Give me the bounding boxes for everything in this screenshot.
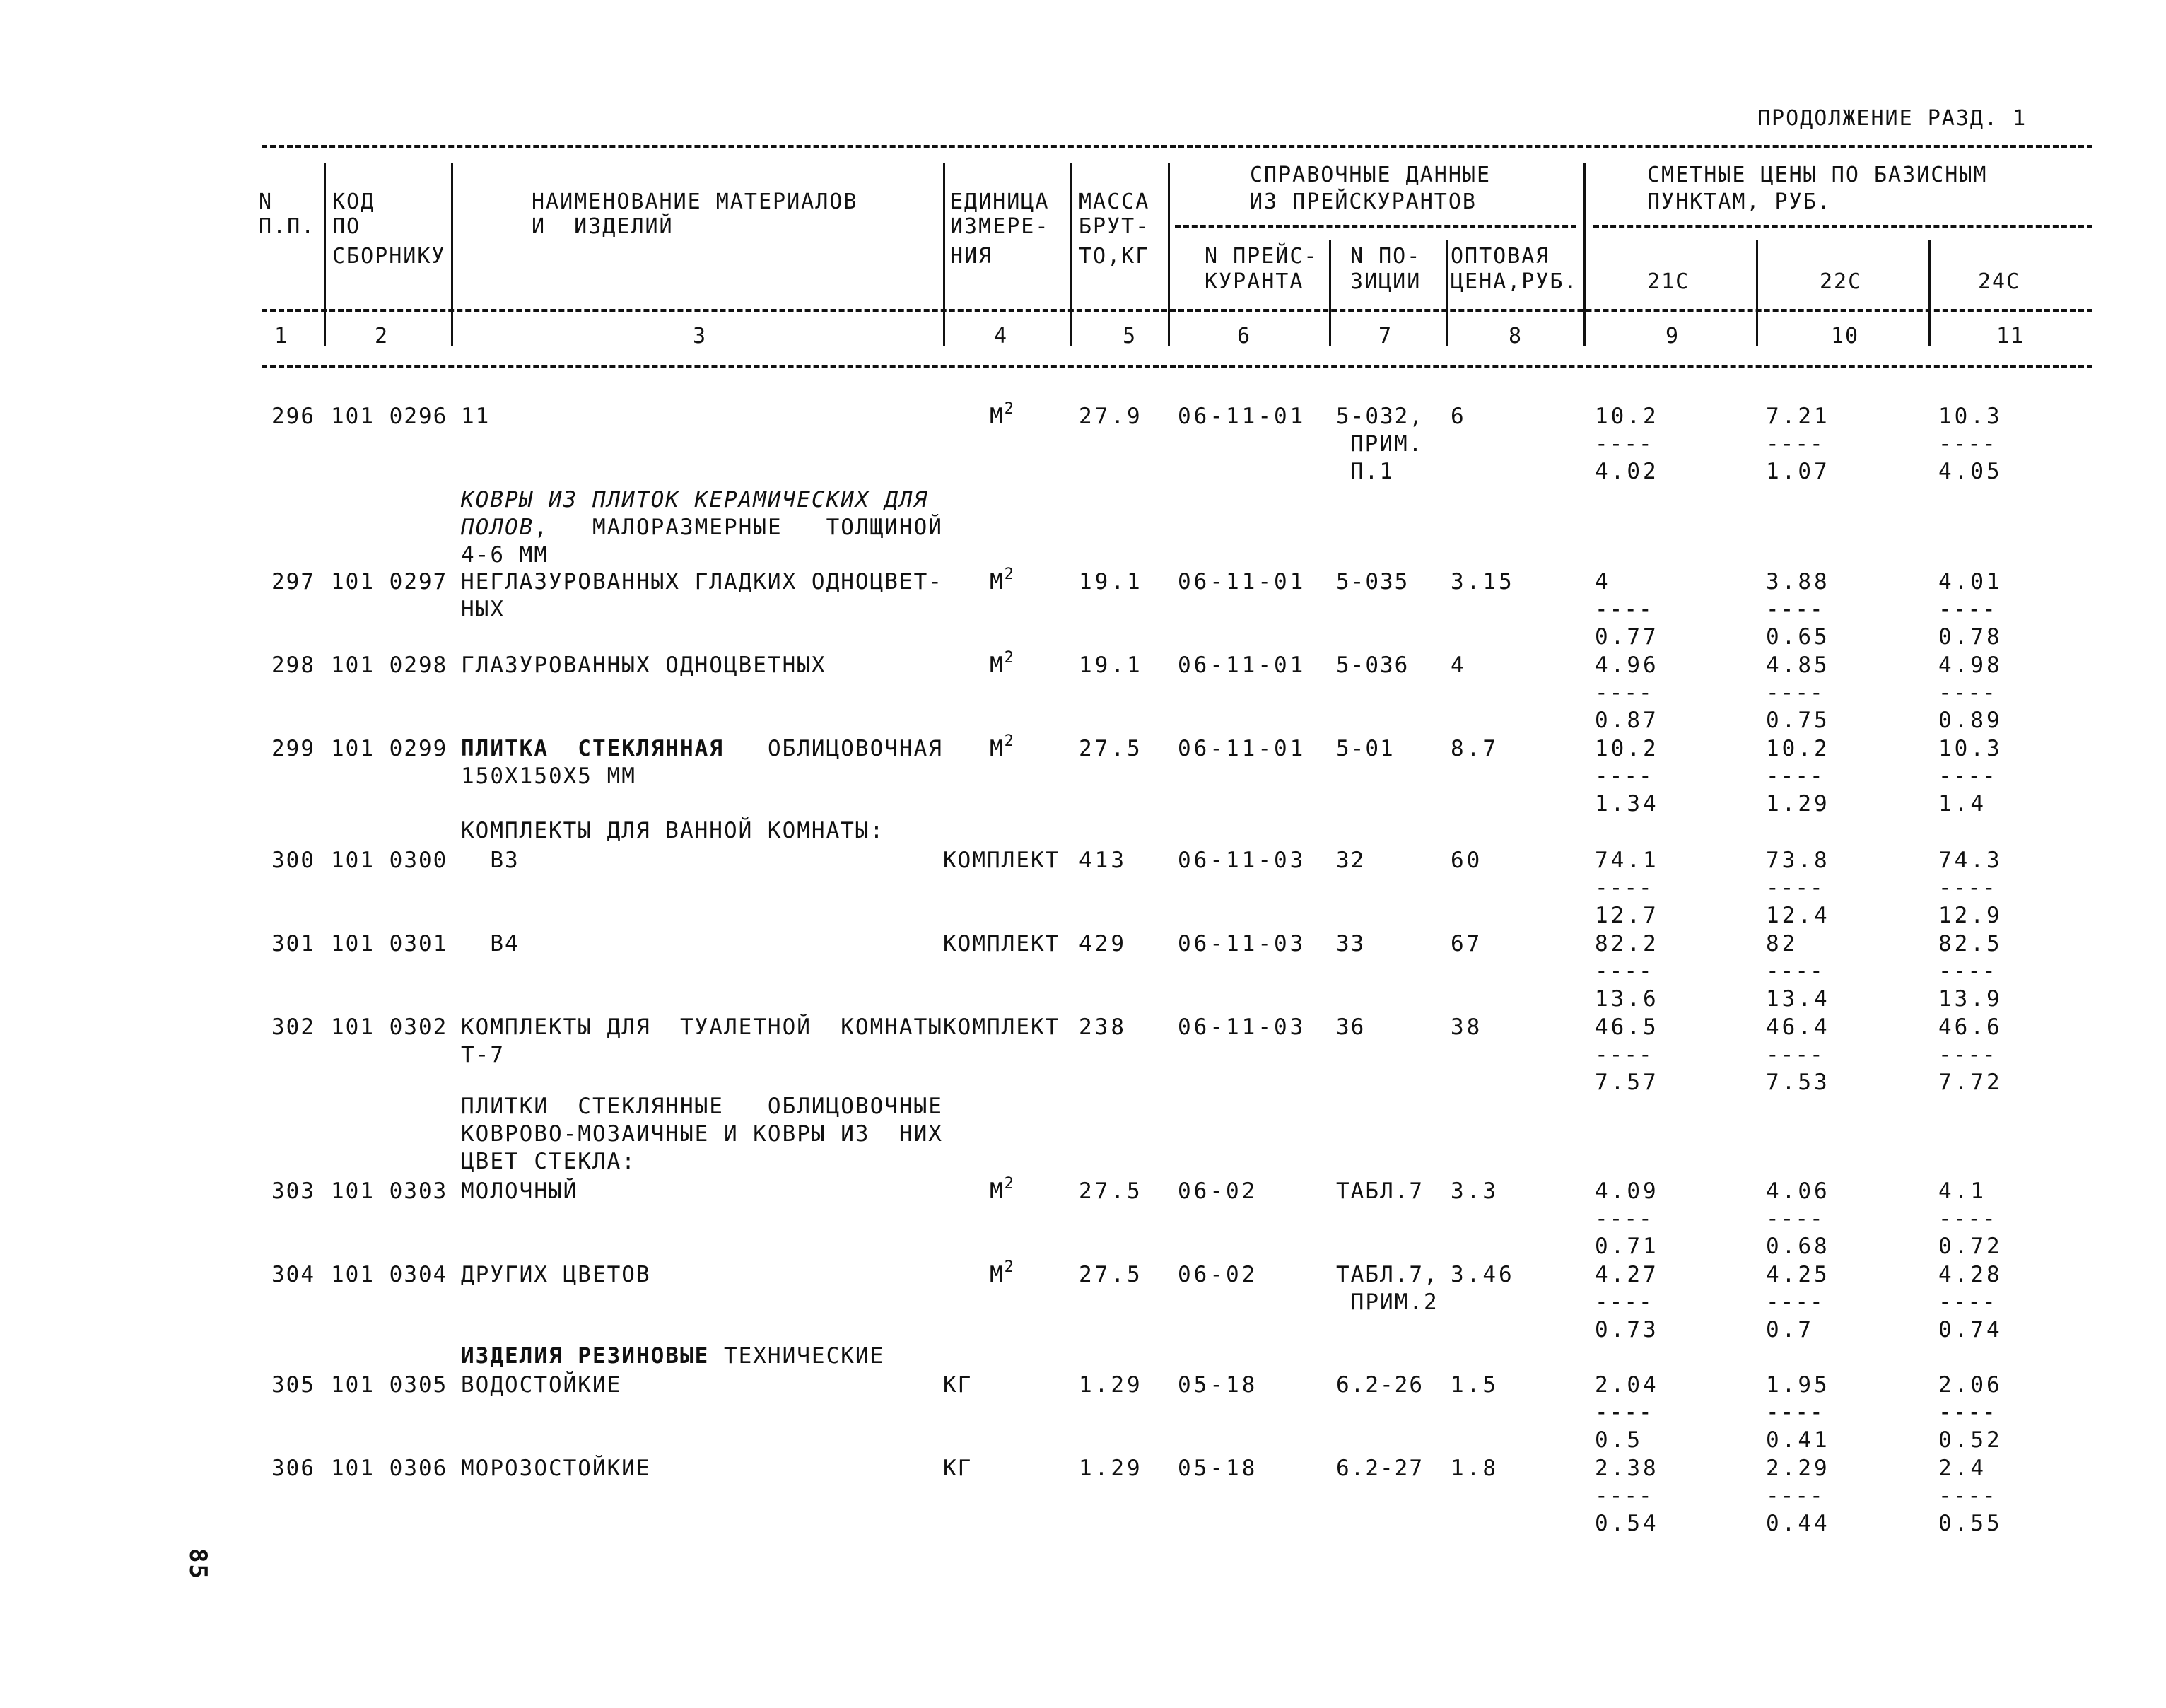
row-wholesale-price: 1.8 [1451,1456,1499,1481]
row-unit-text: М [990,569,1005,595]
header-c3-l1: НАИМЕНОВАНИЕ МАТЕРИАЛОВ [532,189,858,214]
row-pricelist: 06-02 [1178,1262,1258,1287]
row-p24-wage: 12.9 [1938,903,2003,928]
row-wholesale-price: 3.15 [1451,569,1515,595]
header-c9: 21С [1647,269,1690,294]
row-fraction-bar: ---- [1766,1042,1825,1068]
continuation-label: ПРОДОЛЖЕНИЕ РАЗД. 1 [1757,106,2027,131]
row-p24-price: 10.3 [1938,404,2003,429]
row-p22-price: 3.88 [1766,569,1830,595]
row-name [461,735,943,762]
row-p21-wage: 4.02 [1595,459,1659,484]
col-number-5: 5 [1123,324,1137,349]
row-p21-price: 2.38 [1595,1456,1659,1481]
row-pricelist: 06-11-01 [1178,736,1306,761]
row-p21-price: 10.2 [1595,404,1659,429]
row-p24-price: 4.01 [1938,569,2003,595]
row-wholesale-price: 38 [1451,1014,1483,1040]
row-p24-price: 4.98 [1938,653,2003,678]
row-unit-text: КГ [943,1456,973,1481]
row-p21-price: 10.2 [1595,736,1659,761]
row-p21-price: 4.09 [1595,1178,1659,1204]
row-name: НЫХ [461,597,505,622]
row-p22-wage: 13.4 [1766,986,1830,1012]
row-pricelist: 06-11-01 [1178,569,1306,595]
row-p24-wage: 0.55 [1938,1511,2003,1536]
row-fraction-bar: ---- [1595,1206,1653,1232]
row-fraction-bar: ---- [1938,764,1997,789]
row-p24-wage: 0.74 [1938,1317,2003,1343]
row-p22-wage: 0.68 [1766,1234,1830,1259]
row-p24-wage: 0.89 [1938,708,2003,733]
header-c2-l2: ПО [332,214,361,239]
group-heading: 4-6 ММ [461,542,549,568]
row-unit [943,1455,972,1482]
row-fraction-bar: ---- [1595,680,1653,706]
header-price-l2: ПУНКТАМ, РУБ. [1647,189,1832,214]
header-c1-l2: П.П. [259,214,316,239]
row-fraction-bar: ---- [1766,597,1825,622]
row-p24-wage: 1.4 [1938,791,1986,817]
row-position: 33 [1336,931,1366,957]
row-fraction-bar: ---- [1938,680,1997,706]
row-code: 101 0300 [331,848,448,873]
col-divider [1329,240,1331,346]
row-name: ДРУГИХ ЦВЕТОВ [461,1262,651,1287]
col-number-7: 7 [1378,324,1393,349]
header-c4-l2: ИЗМЕРЕ- [950,214,1050,239]
row-p22-price: 1.95 [1766,1372,1830,1398]
row-p24-price: 2.4 [1938,1456,1986,1481]
row-fraction-bar: ---- [1595,1483,1653,1509]
row-p21-wage: 0.87 [1595,708,1659,733]
row-fraction-bar: ---- [1595,764,1653,789]
header-c5-l3: ТО,КГ [1079,244,1150,269]
row-position: ТАБЛ.7 [1336,1178,1424,1204]
row-p22-wage: 0.75 [1766,708,1830,733]
row-wholesale-price: 3.3 [1451,1178,1499,1204]
col-number-6: 6 [1237,324,1252,349]
row-unit [990,568,1015,595]
row-name: В3 [461,848,520,873]
row-wholesale-price: 60 [1451,848,1483,873]
group-heading: ЦВЕТ СТЕКЛА: [461,1149,636,1174]
header-c7-l1: N ПО- [1350,244,1422,269]
row-name: МОРОЗОСТОЙКИЕ [461,1456,651,1481]
col-divider [943,163,945,346]
row-mass: 1.29 [1079,1372,1143,1398]
row-position: 5-036 [1336,653,1410,678]
page-number: 85 [184,1548,212,1580]
col-divider [1446,240,1448,346]
row-unit-text: КОМПЛЕКТ [943,848,1060,873]
row-mass: 238 [1079,1014,1127,1040]
group-heading [461,514,943,541]
row-position: 5-01 [1336,736,1395,761]
row-pricelist: 06-11-03 [1178,1014,1306,1040]
row-unit-exponent: 2 [1004,400,1015,418]
row-unit [943,847,1060,874]
header-ref-l1: СПРАВОЧНЫЕ ДАННЫЕ [1250,163,1492,187]
row-fraction-bar: ---- [1766,680,1825,706]
row-number: 305 [271,1372,315,1398]
header-top-rule [262,145,2092,148]
row-unit [943,1371,972,1398]
row-code: 101 0299 [331,736,448,761]
row-fraction-bar: ---- [1938,959,1997,984]
row-fraction-bar: ---- [1938,431,1997,457]
row-p24-wage: 0.52 [1938,1427,2003,1453]
row-fraction-bar: ---- [1766,1206,1825,1232]
header-c11: 24С [1978,269,2021,294]
row-p24-wage: 4.05 [1938,459,2003,484]
row-p21-wage: 0.71 [1595,1234,1659,1259]
row-p24-price: 2.06 [1938,1372,2003,1398]
header-c5-l1: МАССА [1079,189,1150,214]
row-position: 6.2-27 [1336,1456,1424,1481]
row-fraction-bar: ---- [1595,1289,1653,1315]
row-p22-price: 4.25 [1766,1262,1830,1287]
header-c4-l3: НИЯ [950,244,993,269]
header-c4-l1: ЕДИНИЦА [950,189,1050,214]
row-wholesale-price: 67 [1451,931,1483,957]
row-unit-text: М [990,653,1005,678]
row-code: 101 0306 [331,1456,448,1481]
header-c2-l3: СБОРНИКУ [332,244,446,269]
row-p22-wage: 0.41 [1766,1427,1830,1453]
row-p22-price: 4.06 [1766,1178,1830,1204]
row-p21-wage: 1.34 [1595,791,1659,817]
row-p21-price: 2.04 [1595,1372,1659,1398]
row-code: 101 0304 [331,1262,448,1287]
row-fraction-bar: ---- [1938,597,1997,622]
header-c10: 22С [1820,269,1863,294]
row-p21-price: 4.27 [1595,1262,1659,1287]
col-number-9: 9 [1666,324,1680,349]
row-unit-text: КГ [943,1372,973,1398]
row-p24-price: 4.1 [1938,1178,1986,1204]
row-fraction-bar: ---- [1766,959,1825,984]
col-divider [1928,240,1931,346]
row-p22-wage: 0.7 [1766,1317,1814,1343]
row-unit-exponent: 2 [1004,649,1015,667]
row-fraction-bar: ---- [1938,1400,1997,1425]
row-p24-price: 74.3 [1938,848,2003,873]
row-unit-exponent: 2 [1004,732,1015,750]
row-number: 300 [271,848,315,873]
col-divider [1070,163,1072,346]
row-p24-price: 4.28 [1938,1262,2003,1287]
row-p24-wage: 13.9 [1938,986,2003,1012]
row-p22-wage: 7.53 [1766,1070,1830,1095]
row-unit-text: М [990,1262,1005,1287]
row-mass: 429 [1079,931,1127,957]
row-unit [990,400,1015,430]
row-p22-wage: 1.29 [1766,791,1830,817]
header-c8-l1: ОПТОВАЯ [1451,244,1550,269]
ref-group-rule [1175,225,1576,228]
group-heading [461,1343,884,1369]
row-code: 101 0296 [331,404,448,429]
row-p21-price: 4.96 [1595,653,1659,678]
row-position: ПРИМ.2 [1336,1289,1439,1315]
header-c8-l2: ЦЕНА,РУБ. [1451,269,1579,294]
row-code: 101 0297 [331,569,448,595]
row-unit-text: М [990,736,1005,761]
row-unit [943,1014,1060,1041]
row-p21-wage: 0.73 [1595,1317,1659,1343]
row-unit-exponent: 2 [1004,1258,1015,1276]
col-number-4: 4 [994,324,1009,349]
header-c7-l2: ЗИЦИИ [1350,269,1422,294]
row-pricelist: 06-11-01 [1178,404,1306,429]
row-name: В4 [461,931,520,957]
row-p21-wage: 7.57 [1595,1070,1659,1095]
row-position: 32 [1336,848,1366,873]
row-p21-wage: 0.77 [1595,624,1659,650]
row-p24-wage: 0.78 [1938,624,2003,650]
row-p21-price: 82.2 [1595,931,1659,957]
row-p24-price: 46.6 [1938,1014,2003,1040]
group-heading-rest: ТЕХНИЧЕСКИЕ [709,1343,885,1369]
row-p21-price: 74.1 [1595,848,1659,873]
row-fraction-bar: ---- [1766,1400,1825,1425]
header-bottom-rule [262,365,2092,368]
row-mass: 413 [1079,848,1127,873]
col-number-11: 11 [1996,324,2025,349]
row-fraction-bar: ---- [1595,875,1653,901]
row-unit [990,732,1015,762]
row-unit [990,1175,1015,1205]
group-heading-rest: , МАЛОРАЗМЕРНЫЕ ТОЛЩИНОЙ [534,515,943,540]
header-c6-l1: N ПРЕЙС- [1205,244,1318,269]
row-unit-exponent: 2 [1004,1175,1015,1193]
row-unit-text: КОМПЛЕКТ [943,931,1060,957]
row-mass: 27.5 [1079,1178,1143,1204]
row-position: ТАБЛ.7, [1336,1262,1439,1287]
row-wholesale-price: 3.46 [1451,1262,1515,1287]
row-mass: 27.9 [1079,404,1143,429]
group-heading: КОМПЛЕКТЫ ДЛЯ ВАННОЙ КОМНАТЫ: [461,818,885,843]
row-pricelist: 06-11-03 [1178,931,1306,957]
row-unit [990,1258,1015,1288]
row-pricelist: 06-11-01 [1178,653,1306,678]
row-pricelist: 06-11-03 [1178,848,1306,873]
group-heading: КОВРОВО-МОЗАИЧНЫЕ И КОВРЫ ИЗ НИХ [461,1121,943,1147]
row-p22-price: 2.29 [1766,1456,1830,1481]
row-number: 306 [271,1456,315,1481]
row-fraction-bar: ---- [1595,1042,1653,1068]
row-p22-wage: 1.07 [1766,459,1830,484]
row-position: 5-032, [1336,404,1424,429]
row-p22-price: 82 [1766,931,1798,957]
row-name: Т-7 [461,1042,505,1068]
row-name-rest: ОБЛИЦОВОЧНАЯ [723,736,943,761]
row-unit-text: М [990,1178,1005,1204]
group-heading-italic: ПОЛОВ [461,515,534,540]
col-divider [324,163,326,346]
row-number: 299 [271,736,315,761]
row-unit [943,930,1060,957]
row-number: 302 [271,1014,315,1040]
col-number-1: 1 [274,324,289,349]
row-p22-price: 46.4 [1766,1014,1830,1040]
header-price-l1: СМЕТНЫЕ ЦЕНЫ ПО БАЗИСНЫМ [1647,163,1988,187]
row-wholesale-price: 4 [1451,653,1467,678]
header-c6-l2: КУРАНТА [1205,269,1304,294]
row-number: 298 [271,653,315,678]
row-fraction-bar: ---- [1595,597,1653,622]
row-fraction-bar: ---- [1595,431,1653,457]
col-number-3: 3 [693,324,708,349]
row-name: НЕГЛАЗУРОВАННЫХ ГЛАДКИХ ОДНОЦВЕТ- [461,569,943,595]
row-fraction-bar: ---- [1938,875,1997,901]
row-name-line2: 150Х150Х5 ММ [461,764,636,789]
row-unit-text: КОМПЛЕКТ [943,1014,1060,1040]
row-mass: 1.29 [1079,1456,1143,1481]
row-name: ГЛАЗУРОВАННЫХ ОДНОЦВЕТНЫХ [461,653,826,678]
row-position: 6.2-26 [1336,1372,1424,1398]
row-pricelist: 06-02 [1178,1178,1258,1204]
price-group-rule [1593,225,2092,228]
row-pricelist: 05-18 [1178,1456,1258,1481]
row-fraction-bar: ---- [1595,1400,1653,1425]
row-number: 303 [271,1178,315,1204]
row-p24-wage: 7.72 [1938,1070,2003,1095]
row-p21-price: 4 [1595,569,1611,595]
row-mass: 27.5 [1079,1262,1143,1287]
row-mass: 19.1 [1079,569,1143,595]
group-heading-bold: ИЗДЕЛИЯ РЕЗИНОВЫЕ [461,1343,710,1369]
row-fraction-bar: ---- [1938,1206,1997,1232]
row-fraction-bar: ---- [1938,1483,1997,1509]
row-fraction-bar: ---- [1766,875,1825,901]
header-c1-l1: N [259,189,274,214]
row-p21-wage: 0.5 [1595,1427,1643,1453]
row-name: ВОДОСТОЙКИЕ [461,1372,622,1398]
row-fraction-bar: ---- [1766,1483,1825,1509]
col-divider [1756,240,1758,346]
row-p22-price: 7.21 [1766,404,1830,429]
col-divider [451,163,453,346]
row-pricelist: 05-18 [1178,1372,1258,1398]
row-p22-wage: 0.65 [1766,624,1830,650]
row-mass: 19.1 [1079,653,1143,678]
row-fraction-bar: ---- [1766,1289,1825,1315]
header-ref-l2: ИЗ ПРЕЙСКУРАНТОВ [1250,189,1477,214]
row-code: 101 0303 [331,1178,448,1204]
row-fraction-bar: ---- [1938,1289,1997,1315]
row-wholesale-price: 8.7 [1451,736,1499,761]
group-heading: КОВРЫ ИЗ ПЛИТОК КЕРАМИЧЕСКИХ ДЛЯ [461,487,929,513]
row-number: 301 [271,931,315,957]
header-c5-l2: БРУТ- [1079,214,1150,239]
row-fraction-bar: ---- [1938,1042,1997,1068]
header-c2-l1: КОД [332,189,375,214]
row-unit-text: М [990,404,1005,429]
row-mass: 27.5 [1079,736,1143,761]
row-p21-wage: 0.54 [1595,1511,1659,1536]
row-code: 101 0298 [331,653,448,678]
row-p21-wage: 13.6 [1595,986,1659,1012]
row-number: 304 [271,1262,315,1287]
header-c3-l2: И ИЗДЕЛИЙ [532,214,674,239]
row-fraction-bar: ---- [1766,431,1825,457]
row-p22-wage: 0.44 [1766,1511,1830,1536]
row-code: 101 0301 [331,931,448,957]
row-p22-price: 73.8 [1766,848,1830,873]
row-number: 296 [271,404,315,429]
row-position: 5-035 [1336,569,1410,595]
col-number-10: 10 [1831,324,1860,349]
col-divider [1583,163,1586,346]
row-position: ПРИМ. [1350,431,1424,457]
col-number-8: 8 [1509,324,1523,349]
row-name: МОЛОЧНЫЙ [461,1178,578,1204]
row-wholesale-price: 6 [1451,404,1467,429]
row-fraction-bar: ---- [1595,959,1653,984]
col-divider [1168,163,1170,346]
row-p24-wage: 0.72 [1938,1234,2003,1259]
row-unit [990,649,1015,679]
row-number: 297 [271,569,315,595]
row-p22-price: 4.85 [1766,653,1830,678]
row-p22-price: 10.2 [1766,736,1830,761]
row-position: П.1 [1350,459,1394,484]
row-wholesale-price: 1.5 [1451,1372,1499,1398]
row-position: 36 [1336,1014,1366,1040]
row-p24-price: 82.5 [1938,931,2003,957]
row-code: 101 0302 [331,1014,448,1040]
row-name-bold: ПЛИТКА СТЕКЛЯННАЯ [461,736,724,761]
row-code: 101 0305 [331,1372,448,1398]
header-mid-rule [262,309,2092,312]
row-fraction-bar: ---- [1766,764,1825,789]
row-unit-exponent: 2 [1004,566,1015,583]
row-p21-wage: 12.7 [1595,903,1659,928]
group-heading: ПЛИТКИ СТЕКЛЯННЫЕ ОБЛИЦОВОЧНЫЕ [461,1094,943,1119]
row-p21-price: 46.5 [1595,1014,1659,1040]
row-name: 11 [461,404,491,429]
row-p24-price: 10.3 [1938,736,2003,761]
col-number-2: 2 [375,324,390,349]
row-name: КОМПЛЕКТЫ ДЛЯ ТУАЛЕТНОЙ КОМНАТЫ [461,1014,943,1040]
row-p22-wage: 12.4 [1766,903,1830,928]
